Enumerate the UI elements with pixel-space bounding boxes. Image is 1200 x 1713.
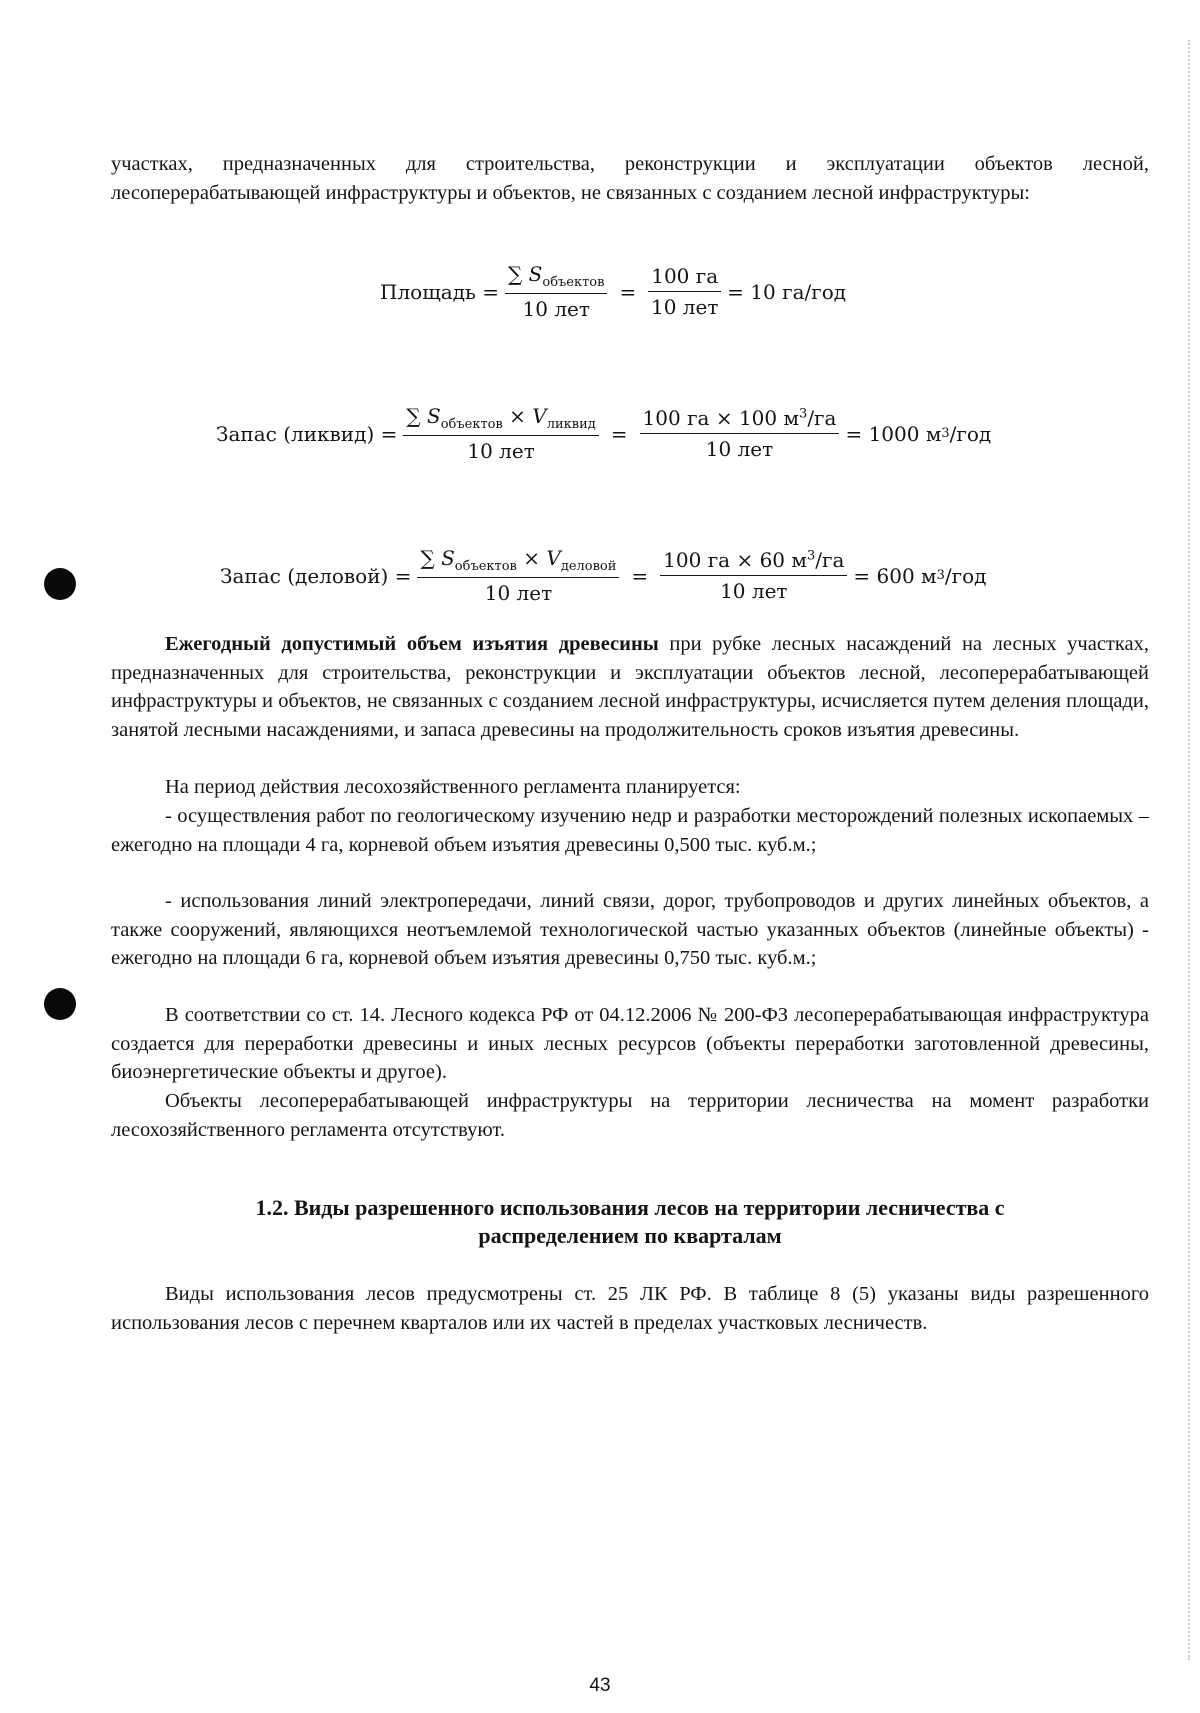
- formula-area-result: = 10 га/год: [727, 279, 847, 304]
- formula-commercial-result-b: /год: [944, 563, 987, 588]
- formula-liquid-num2-b: /га: [807, 406, 837, 430]
- punch-hole-bottom: [44, 988, 76, 1020]
- formula-liquid-num1: ∑ S: [406, 404, 441, 428]
- formula-liquid-result-b: /год: [949, 421, 992, 446]
- formula-commercial-num1: ∑ S: [420, 546, 455, 570]
- formula-liquid-den1: 10 лет: [467, 439, 535, 463]
- page-number: 43: [589, 1675, 611, 1696]
- annual-volume-bold: Ежегодный допустимый объем изъятия древесины: [165, 633, 659, 655]
- formula-commercial: [220, 546, 986, 605]
- formula-liquid-den2: 10 лет: [705, 437, 774, 461]
- formula-commercial-num2-b: /га: [815, 548, 845, 572]
- formula-commercial-num2-a: 100 га × 60 м: [663, 548, 807, 572]
- formula-liquid-result-sup: 3: [941, 426, 950, 441]
- formula-liquid-fraction-1: [403, 404, 598, 463]
- formula-liquid-num2-sup: 3: [799, 406, 808, 422]
- formula-liquid-times: × V: [502, 404, 547, 428]
- section-heading-line-2: распределением по кварталам: [478, 1223, 782, 1248]
- formula-commercial-den2: 10 лет: [720, 579, 788, 603]
- section-heading-line-1: 1.2. Виды разрешенного использования лесов на территории лесничества с: [255, 1195, 1005, 1220]
- absent-paragraph: Объекты лесоперерабатывающей инфраструктуры на территории лесничества на момент разработки лесохозяйственного регламента отсутствуют.: [111, 1090, 1149, 1141]
- formula-liquid-v-sub: ликвид: [546, 417, 596, 432]
- annual-volume-rest: при рубке лесных насаждений на лесных участках, предназначенных для строительства, реконструкции и эксплуатации объектов лесной, лесоперерабатывающей инфраструктуры и объектов, не связанных с созданием лесной инфраструктуры, исчисляется путем деления площади, занятой лесными насаждениями, и запаса древесины на продолжительность сроков изъятия древесины.: [111, 633, 1150, 741]
- formula-commercial-num2-sup: 3: [806, 548, 816, 564]
- formula-commercial-eq: =: [631, 563, 649, 588]
- formula-area-num1-sub: объектов: [542, 275, 605, 290]
- planned-item-geology: - осуществления работ по геологическому изучению недр и разработки месторождений полезных ископаемых – ежегодно на площади 4 га, корневой объем изъятия древесины 0,500 тыс. куб.м.;: [111, 805, 1149, 856]
- formula-area-den1: 10 лет: [522, 297, 590, 321]
- formula-area-fraction-2: [648, 264, 721, 319]
- formula-area-label: Площадь =: [380, 279, 500, 304]
- types-paragraph: Виды использования лесов предусмотрены ст. 25 ЛК РФ. В таблице 8 (5) указаны виды разрешенного использования лесов с перечнем кварталов или их частей в пределах участковых лесничеств.: [111, 1283, 1149, 1334]
- annual-volume-paragraph: [111, 630, 1149, 744]
- formula-commercial-den1: 10 лет: [484, 581, 553, 605]
- formula-liquid: [216, 404, 991, 463]
- formula-liquid-label: Запас (ликвид) =: [216, 421, 398, 446]
- formula-area-num2: 100 га: [648, 264, 721, 292]
- planned-item-linear: - использования линий электропередачи, линий связи, дорог, трубопроводов и других линейных объектов, а также сооружений, являющихся неотъемлемой технологической частью указанных объектов (линейные объекты) - ежегодно на площади 6 га, корневой объем изъятия древесины 0,750 тыс. куб.м.;: [111, 890, 1149, 970]
- formula-liquid-result-a: = 1000 м: [845, 421, 942, 446]
- formula-area-den2: 10 лет: [650, 295, 719, 319]
- formula-area: [380, 262, 846, 321]
- intro-paragraph: участках, предназначенных для строительства, реконструкции и эксплуатации объектов лесной, лесоперерабатывающей инфраструктуры и объектов, не связанных с созданием лесной инфраструктуры:: [111, 153, 1149, 204]
- formula-area-fraction-1: [505, 262, 607, 321]
- formula-commercial-fraction-2: [660, 548, 847, 603]
- formula-liquid-fraction-2: [640, 406, 840, 461]
- formula-commercial-result-sup: 3: [936, 568, 945, 583]
- formula-commercial-result-a: = 600 м: [853, 563, 937, 588]
- formula-commercial-v-sub: деловой: [560, 559, 617, 574]
- planned-paragraph: На период действия лесохозяйственного регламента планируется:: [165, 776, 741, 798]
- law-paragraph: В соответствии со ст. 14. Лесного кодекса РФ от 04.12.2006 № 200-ФЗ лесоперерабатывающая инфраструктура создается для переработки древесины и иных лесных ресурсов (объекты переработки заготовленной древесины, биоэнергетические объекты и другое).: [111, 1004, 1149, 1084]
- formula-area-num1: ∑ S: [508, 262, 543, 286]
- formula-area-eq: =: [619, 279, 637, 304]
- formula-liquid-num1-sub: объектов: [440, 417, 503, 432]
- formula-liquid-num2-a: 100 га × 100 м: [642, 406, 800, 430]
- scan-edge-artifact: [1188, 40, 1192, 1660]
- formula-commercial-times: × V: [516, 546, 561, 570]
- section-heading: [111, 1194, 1149, 1250]
- punch-hole-top: [44, 568, 76, 600]
- formula-commercial-num1-sub: объектов: [454, 559, 517, 574]
- formula-commercial-label: Запас (деловой) =: [220, 563, 412, 588]
- formula-commercial-fraction-1: [417, 546, 619, 605]
- formula-liquid-eq: =: [610, 421, 628, 446]
